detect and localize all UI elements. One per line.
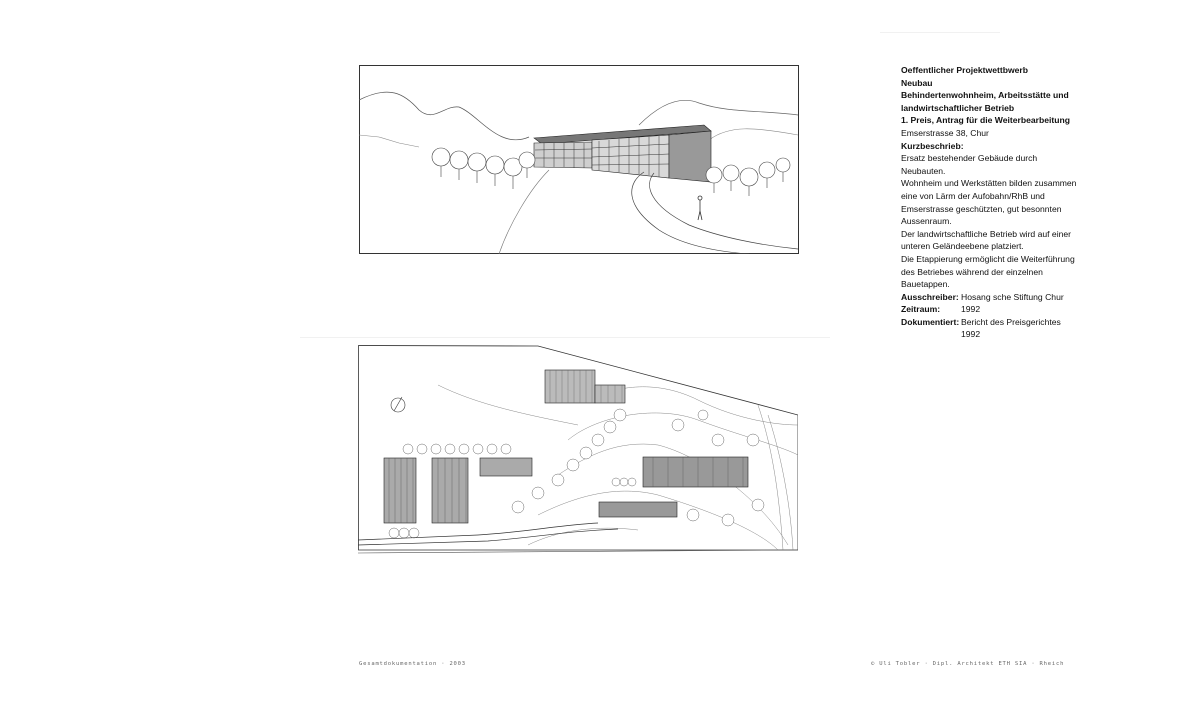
- dokumentiert-value: Bericht des Preisgerichtes: [961, 316, 1061, 327]
- zeitraum-label: Zeitraum:: [901, 304, 941, 315]
- project-description-panel: [901, 64, 1083, 341]
- award: 1. Preis, Antrag für die Weiterbearbeitung: [901, 115, 1071, 126]
- description-line: Aussenraum.: [901, 216, 952, 227]
- zeitraum-value: 1992: [961, 304, 981, 315]
- description-line: Bauetappen.: [901, 279, 950, 290]
- project-name-2: landwirtschaftlicher Betrieb: [901, 102, 1015, 113]
- description-line: eine von Lärm der Aufobahn/RhB und: [901, 190, 1045, 201]
- road: [358, 550, 798, 553]
- perspective-drawing: [359, 65, 799, 254]
- footer-left-caption: Gesamtdokumentation · 2003: [359, 661, 466, 667]
- footer-right-caption: © Uli Tobler · Dipl. Architekt ETH SIA · Rheich: [871, 661, 1065, 667]
- ausschreiber-label: Ausschreiber:: [901, 291, 959, 302]
- ausschreiber-value: Hosang sche Stiftung Chur: [961, 291, 1064, 302]
- description-line: des Betriebes während der einzelnen: [901, 266, 1043, 277]
- project-meta: [901, 291, 1083, 341]
- description-line: Der landwirtschaftliche Betrieb wird auf einer: [901, 228, 1072, 239]
- address: Emserstrasse 38, Chur: [901, 127, 989, 138]
- dokumentiert-year: 1992: [961, 329, 981, 340]
- kurzbeschrieb-heading: Kurzbeschrieb:: [901, 140, 964, 151]
- project-name-1: Behindertenwohnheim, Arbeitsstätte und: [901, 90, 1069, 101]
- description-line: Ersatz bestehender Gebäude durch: [901, 153, 1038, 164]
- dokumentiert-label: Dokumentiert:: [901, 316, 960, 327]
- description-line: Wohnheim und Werkstätten bilden zusammen: [901, 178, 1077, 189]
- description-line: Neubauten.: [901, 165, 946, 176]
- mid-faint-rule: [300, 337, 830, 338]
- description-line: unteren Geländeebene platziert.: [901, 241, 1024, 252]
- site-plan-drawing: [358, 345, 798, 558]
- description-line: Die Etappierung ermöglicht die Weiterführung: [901, 253, 1075, 264]
- project-type: Neubau: [901, 77, 933, 88]
- competition-title: Oeffentlicher Projektwettbwerb: [901, 65, 1029, 75]
- description-line: Emserstrasse geschützten, gut besonnten: [901, 203, 1062, 214]
- meta-spacer: [901, 328, 961, 341]
- top-faint-rule: [880, 32, 1000, 33]
